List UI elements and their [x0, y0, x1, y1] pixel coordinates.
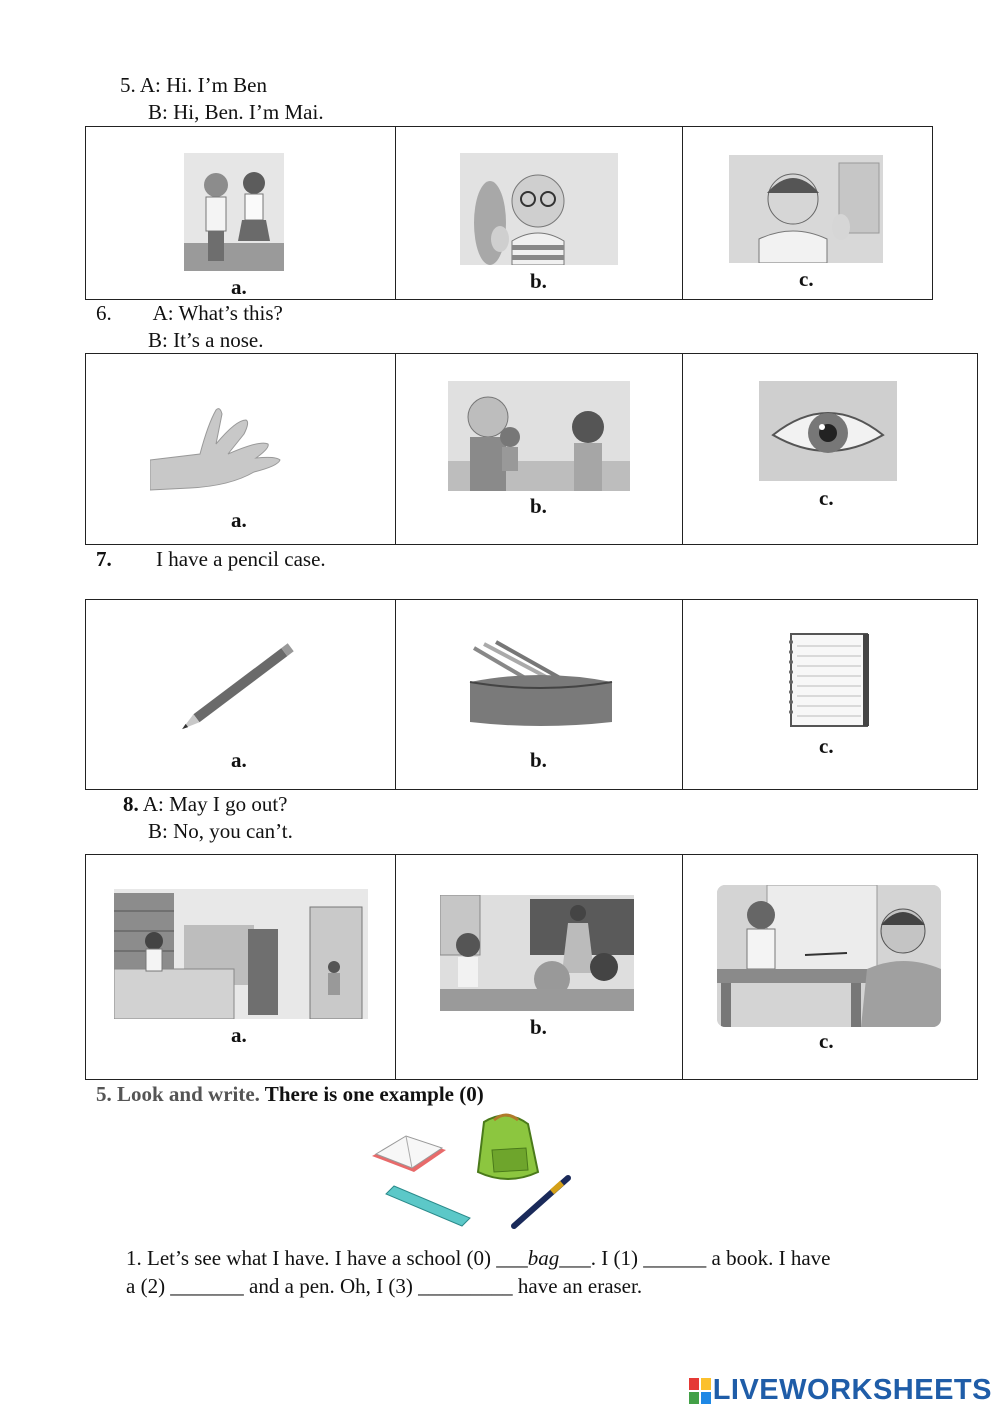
passage-line2: a (2) _______ and a pen. Oh, I (3) _________ have an eraser. — [126, 1274, 643, 1298]
q8-line1-wrapper — [123, 791, 287, 817]
q8-option-a[interactable] — [86, 855, 396, 1079]
q5-image-b-boy-waving — [460, 153, 618, 265]
q7-image-c-notebook — [785, 632, 869, 728]
q5-line2: B: Hi, Ben. I’m Mai. — [148, 100, 324, 124]
q6-line1: 6. A: What’s this? — [96, 301, 283, 325]
ruler-icon — [386, 1186, 470, 1226]
q5-options-table — [85, 126, 933, 300]
q7-label-c: c. — [819, 734, 834, 758]
q6-option-a[interactable] — [86, 354, 396, 544]
q6-image-b-children-with-doll — [448, 381, 630, 491]
book-icon — [372, 1136, 446, 1172]
liveworksheets-logo-mark-icon — [689, 1378, 711, 1404]
q6-label-a: a. — [231, 508, 247, 532]
section5-heading — [96, 1081, 484, 1107]
liveworksheets-logo[interactable] — [689, 1374, 992, 1407]
q8-option-c[interactable] — [683, 855, 977, 1079]
q6-line2: B: It’s a nose. — [148, 328, 264, 352]
q5-label-b: b. — [530, 269, 547, 293]
q8-line2: B: No, you can’t. — [148, 819, 293, 843]
q7-image-a-pencil — [166, 636, 316, 736]
q8-label-a: a. — [231, 1023, 247, 1047]
q6-image-c-eye — [759, 381, 897, 481]
q5-option-c[interactable] — [683, 127, 932, 299]
passage-line1-start: 1. Let’s see what I have. I have a school (0) ___ — [126, 1246, 528, 1270]
q7-label-a: a. — [231, 748, 247, 772]
q5-image-c-girl-waving — [729, 155, 883, 263]
q7-sentence: I have a pencil case. — [156, 547, 326, 571]
q5-option-a[interactable] — [86, 127, 396, 299]
q7-number: 7. — [96, 547, 112, 571]
q8-image-b-classroom — [440, 895, 634, 1011]
q8-image-c-boy-and-teacher — [717, 885, 941, 1027]
q8-number: 8. — [123, 792, 139, 816]
q6-label-c: c. — [819, 486, 834, 510]
q6-image-a-hand — [150, 404, 284, 492]
q8-options-table — [85, 854, 978, 1080]
q6-option-c[interactable] — [683, 354, 977, 544]
q8-image-a-library — [114, 889, 368, 1019]
passage-line1-end: ___. I (1) ______ a book. I have — [559, 1246, 831, 1270]
passage-line1 — [126, 1244, 830, 1272]
q8-line1: A: May I go out? — [138, 792, 288, 816]
school-items-illustration — [366, 1110, 578, 1230]
example-answer: bag — [527, 1246, 560, 1270]
q8-label-b: b. — [530, 1015, 547, 1039]
q6-options-table — [85, 353, 978, 545]
liveworksheets-logo-text: LIVEWORKSHEETS — [712, 1374, 992, 1406]
q7-options-table — [85, 599, 978, 790]
q7-option-b[interactable] — [396, 600, 683, 789]
q5-label-a: a. — [231, 275, 247, 299]
backpack-icon — [478, 1115, 538, 1179]
q6-option-b[interactable] — [396, 354, 683, 544]
section5-heading-part2: There is one example (0) — [259, 1082, 484, 1106]
section5-heading-part1: 5. Look and write. — [96, 1082, 260, 1106]
q8-label-c: c. — [819, 1029, 834, 1053]
q5-line1: 5. A: Hi. I’m Ben — [120, 73, 267, 97]
q7-option-c[interactable] — [683, 600, 977, 789]
pen-icon — [514, 1178, 568, 1226]
q5-label-c: c. — [799, 267, 814, 291]
q5-option-b[interactable] — [396, 127, 683, 299]
q5-image-a-two-children-greeting — [184, 153, 284, 271]
q6-label-b: b. — [530, 494, 547, 518]
q7-label-b: b. — [530, 748, 547, 772]
q8-option-b[interactable] — [396, 855, 683, 1079]
q7-option-a[interactable] — [86, 600, 396, 789]
q7-image-b-pencil-case — [462, 638, 618, 730]
